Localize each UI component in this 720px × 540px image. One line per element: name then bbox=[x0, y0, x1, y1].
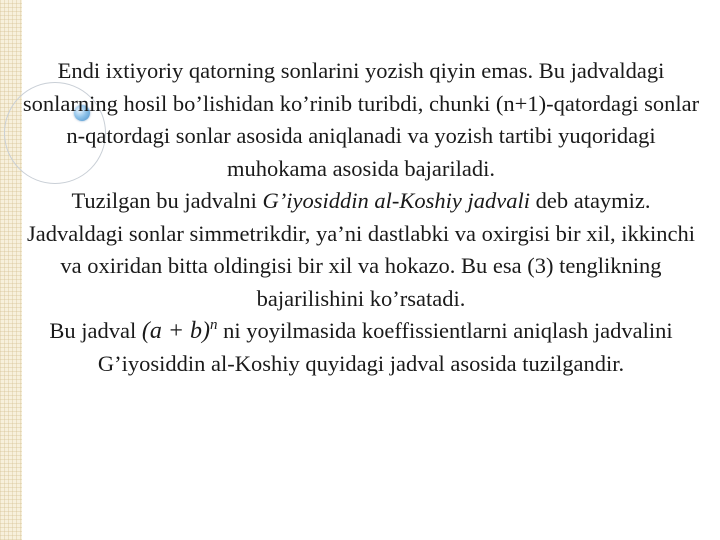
paragraph-4 bbox=[22, 315, 700, 380]
paragraph-2 bbox=[22, 185, 700, 218]
paragraph-2-text-end: deb ataymiz. bbox=[529, 188, 651, 213]
paragraph-4-text-end: ni yoyilmasida koeffissientlarni aniqlash jadvalini G’iyosiddin al-Koshiy quyidagi jadval asosida tuzilgandir. bbox=[97, 318, 673, 376]
slide-body-text bbox=[22, 55, 700, 380]
paragraph-3: Jadvaldagi sonlar simmetrikdir, ya’ni dastlabki va oxirgisi bir xil, ikkinchi va oxiridan bitta oldingisi bir xil va hokazo. Bu esa (3) tenglikning bajarilishini ko’rsatadi. bbox=[27, 220, 695, 311]
paragraph-1: Endi ixtiyoriy qatorning sonlarini yozish qiyin emas. Bu jadvaldagi sonlarning hosil bo’lishidan ko’rinib turibdi, chunki (n+1)-qatordagi sonlar n-qatordagi sonlar asosida aniqlanadi va yozish tartibi yuqoridagi muhokama asosida bajariladi. bbox=[22, 58, 700, 181]
decorative-side-stripe bbox=[0, 0, 22, 540]
paragraph-2-italic-name: G’iyosiddin al-Koshiy jadvali bbox=[262, 188, 530, 213]
formula-exponent: n bbox=[210, 317, 218, 333]
paragraph-2-text-start: Tuzilgan bu jadvalni bbox=[71, 188, 263, 213]
binomial-formula bbox=[142, 318, 218, 344]
paragraph-4-text-start: Bu jadval bbox=[49, 318, 142, 343]
formula-base: (a + b) bbox=[141, 318, 211, 344]
